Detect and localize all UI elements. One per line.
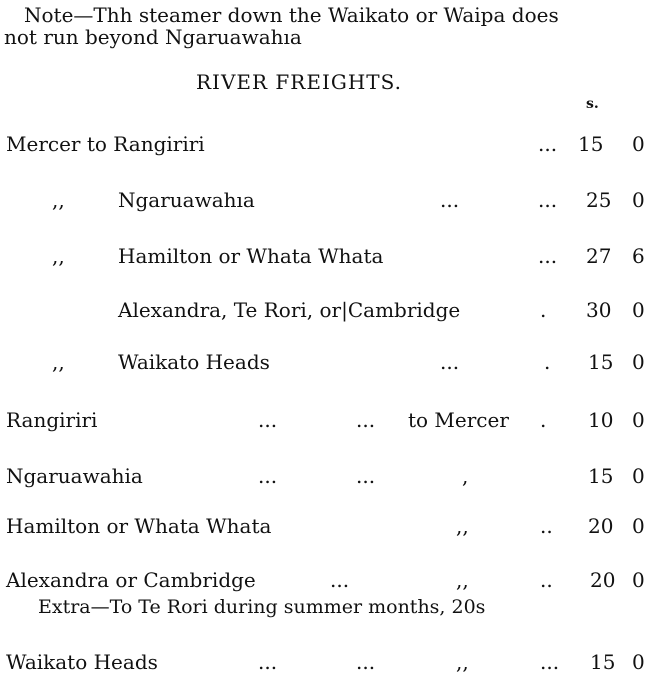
pence-value: 0 (632, 298, 645, 322)
shillings-value: 20 (590, 568, 616, 592)
ellipsis-leader: . (540, 408, 547, 432)
freight-row (0, 188, 652, 214)
pence-value: 0 (632, 132, 645, 156)
route-label: Rangiriri (6, 408, 98, 432)
shillings-value: 30 (586, 298, 612, 322)
freight-row (0, 568, 652, 594)
ditto-mark: ,, (456, 514, 469, 538)
freight-row (0, 132, 652, 158)
ellipsis-leader: ... (330, 568, 350, 592)
pence-value: 0 (632, 568, 645, 592)
ellipsis-leader: . (540, 298, 547, 322)
ditto-mark: ,, (456, 568, 469, 592)
shillings-value: 10 (588, 408, 614, 432)
shillings-value: 15 (588, 350, 614, 374)
pence-value: 0 (632, 514, 645, 538)
route-label: Alexandra or Cambridge (6, 568, 256, 592)
shillings-value: 15 (590, 650, 616, 674)
ditto-mark: ,, (456, 650, 469, 674)
route-label: Waikato Heads (118, 350, 270, 374)
freight-row (0, 298, 652, 324)
pence-value: 0 (632, 188, 645, 212)
freight-row (0, 650, 652, 676)
route-label: Ngaruawahia (6, 464, 143, 488)
route-label: Waikato Heads (6, 650, 158, 674)
ellipsis-leader: . (544, 350, 551, 374)
note-line-1: Note—Thh steamer down the Waikato or Waipa does (24, 3, 559, 27)
ellipsis-leader: ... (440, 188, 460, 212)
route-label: Mercer to Rangiriri (6, 132, 205, 156)
ellipsis-leader: ... (538, 244, 558, 268)
shillings-column-header: s. (586, 96, 599, 112)
pence-value: 6 (632, 244, 645, 268)
ditto-mark: ,, (52, 188, 65, 212)
pence-value: 0 (632, 350, 645, 374)
ellipsis-leader: ... (258, 464, 278, 488)
ellipsis-leader: ... (356, 408, 376, 432)
freight-row (0, 408, 652, 434)
freight-row (0, 514, 652, 540)
route-label: Alexandra, Te Rori, or|Cambridge (118, 298, 461, 322)
ellipsis-leader: ... (356, 650, 376, 674)
route-label: Hamilton or Whata Whata (118, 244, 384, 268)
shillings-value: 20 (588, 514, 614, 538)
shillings-value: 15 (588, 464, 614, 488)
ellipsis-leader: .. (540, 568, 553, 592)
freight-row (0, 350, 652, 376)
freight-row (0, 464, 652, 490)
destination-label: to Mercer (408, 408, 509, 432)
ellipsis-leader: ... (538, 188, 558, 212)
extra-charge-note: Extra—To Te Rori during summer months, 20s (38, 596, 486, 618)
pence-value: 0 (632, 408, 645, 432)
route-label: Hamilton or Whata Whata (6, 514, 272, 538)
shillings-value: 15 (578, 132, 604, 156)
ellipsis-leader: ... (538, 132, 558, 156)
ellipsis-leader: ... (440, 350, 460, 374)
ditto-mark: ,, (52, 350, 65, 374)
ditto-mark: ,, (52, 244, 65, 268)
section-heading: RIVER FREIGHTS. (196, 70, 402, 94)
note-line-2: not run beyond Ngaruawahıa (4, 25, 302, 49)
ellipsis-leader: ... (258, 650, 278, 674)
shillings-value: 25 (586, 188, 612, 212)
pence-value: 0 (632, 650, 645, 674)
ditto-mark: , (462, 464, 469, 488)
ellipsis-leader: .. (540, 514, 553, 538)
pence-value: 0 (632, 464, 645, 488)
ellipsis-leader: ... (540, 650, 560, 674)
freight-row (0, 244, 652, 270)
ellipsis-leader: ... (258, 408, 278, 432)
ellipsis-leader: ... (356, 464, 376, 488)
shillings-value: 27 (586, 244, 612, 268)
route-label: Ngaruawahıa (118, 188, 255, 212)
